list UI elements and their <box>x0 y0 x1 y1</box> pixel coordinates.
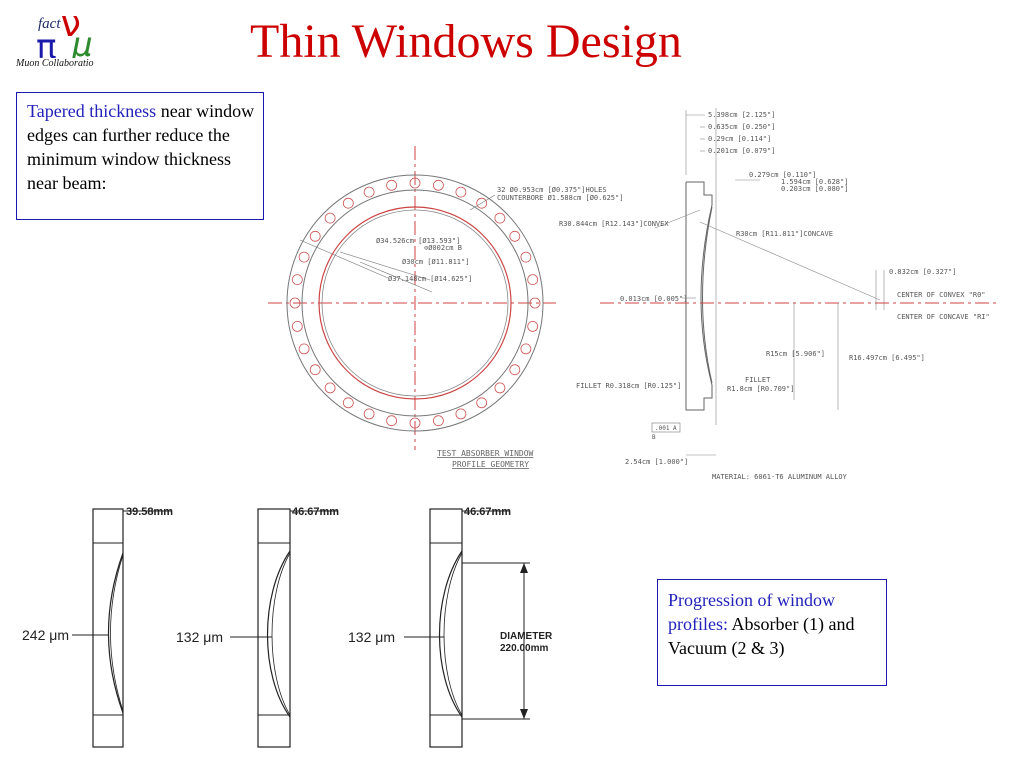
bolt-hole <box>292 321 302 331</box>
bolt-hole <box>510 365 520 375</box>
dia-3-label: Ø37.148cm [Ø14.625"] <box>388 275 473 283</box>
fillet-2-title: FILLET <box>745 376 771 384</box>
bolt-hole <box>477 398 487 408</box>
diameter-label: DIAMETER <box>500 631 553 642</box>
progression-highlight: Progression of window profiles: <box>668 590 835 634</box>
dim-5: 0.279cm [0.110"] <box>749 171 817 179</box>
fillet-1-label: FILLET R0.318cm [R0.125"] <box>576 382 682 390</box>
fillet-2-radius: R1.8cm [R0.709"] <box>727 385 795 393</box>
r16-label: R16.497cm [6.495"] <box>849 354 925 362</box>
bolt-hole <box>325 383 335 393</box>
bolt-hole <box>310 231 320 241</box>
dim-3: 0.29cm [0.114"] <box>708 135 772 143</box>
window-profiles <box>0 495 640 768</box>
holes-note-2: COUNTERBORE Ø1.588cm [Ø0.625"] <box>497 194 624 202</box>
holes-note-1: 32 Ø0.953cm [Ø0.375"]HOLES <box>497 186 607 194</box>
drawing-caption-2: PROFILE GEOMETRY <box>452 460 530 469</box>
flatness-callout: .001 A <box>655 425 677 432</box>
bolt-hole <box>456 187 466 197</box>
bolt-hole <box>343 198 353 208</box>
dim-2: 0.635cm [0.250"] <box>708 123 776 131</box>
bolt-hole <box>510 231 520 241</box>
bolt-hole <box>495 383 505 393</box>
drawing-caption-1: TEST ABSORBER WINDOW <box>437 449 534 458</box>
r15-label: R15cm [5.906"] <box>766 350 826 358</box>
bolt-hole <box>343 398 353 408</box>
section-view <box>559 108 1000 481</box>
dia-2-label: Ø30cm [Ø11.811"] <box>402 258 470 266</box>
bolt-hole <box>433 180 443 190</box>
bolt-hole <box>528 321 538 331</box>
logo-nu: ν <box>60 6 82 45</box>
logo-caption: Muon Collaboratio <box>16 58 94 69</box>
profile-3-width-label: 46.67mm <box>464 506 512 518</box>
dim-6: 1.594cm [0.628"] <box>781 178 849 186</box>
slide-title: Thin Windows Design <box>250 15 682 68</box>
bolt-hole <box>325 213 335 223</box>
profile-2-thickness-label: 132 μm <box>176 629 223 645</box>
tapered-thickness-highlight: Tapered thickness <box>27 101 157 121</box>
front-view <box>268 146 623 469</box>
bolt-hole <box>521 344 531 354</box>
radius-convex-label: R30.844cm [R12.143"]CONVEX <box>559 220 669 228</box>
thickness-dim: 0.013cm [0.005"] <box>620 295 688 303</box>
center-concave-label: CENTER OF CONCAVE "RI" <box>897 313 990 321</box>
logo-mu: μ <box>72 25 93 58</box>
material-note: MATERIAL: 6061-T6 ALUMINUM ALLOY <box>712 473 847 481</box>
bolt-hole <box>364 187 374 197</box>
profile-1-thickness-label: 242 μm <box>22 627 69 643</box>
profile-1-width-label: 39.58mm <box>126 506 174 518</box>
bolt-hole <box>433 416 443 426</box>
profile-vacuum-3 <box>348 506 553 747</box>
tapered-thickness-text: near window edges can further reduce the minimum window thickness near beam: <box>27 101 255 193</box>
profile-3-thickness-label: 132 μm <box>348 629 395 645</box>
dia-tolerance-label: ⊙Ø002cm B <box>424 244 462 252</box>
logo-pi: π <box>36 27 57 58</box>
profile-progression-note <box>657 579 887 686</box>
bolt-hole <box>528 275 538 285</box>
dim-8: 0.832cm [0.327"] <box>889 268 957 276</box>
dim-4: 0.201cm [0.079"] <box>708 147 776 155</box>
progression-text: Absorber (1) and Vacuum (2 & 3) <box>668 614 855 658</box>
dim-254: 2.54cm [1.000"] <box>625 458 689 466</box>
dim-1: 5.398cm [2.125"] <box>708 111 776 119</box>
bolt-hole <box>387 180 397 190</box>
radius-concave-label: R30cm [R11.811"]CONCAVE <box>736 230 833 238</box>
diameter-value: 220.00mm <box>500 643 549 654</box>
bolt-hole <box>456 409 466 419</box>
bolt-hole <box>364 409 374 419</box>
logo-fact-text: fact <box>38 16 61 32</box>
profile-absorber <box>22 506 173 747</box>
datum-b: B <box>652 434 656 441</box>
bolt-hole <box>299 344 309 354</box>
bolt-hole <box>387 416 397 426</box>
profile-vacuum-2 <box>176 506 339 747</box>
bolt-hole <box>521 252 531 262</box>
bolt-hole <box>292 275 302 285</box>
profile-2-width-label: 46.67mm <box>292 506 340 518</box>
bolt-hole <box>299 252 309 262</box>
center-convex-label: CENTER OF CONVEX "R0" <box>897 291 986 299</box>
bolt-hole <box>495 213 505 223</box>
dia-1-label: Ø34.526cm [Ø13.593"] <box>376 237 461 245</box>
dim-7: 0.203cm [0.080"] <box>781 185 849 193</box>
bolt-hole <box>310 365 320 375</box>
